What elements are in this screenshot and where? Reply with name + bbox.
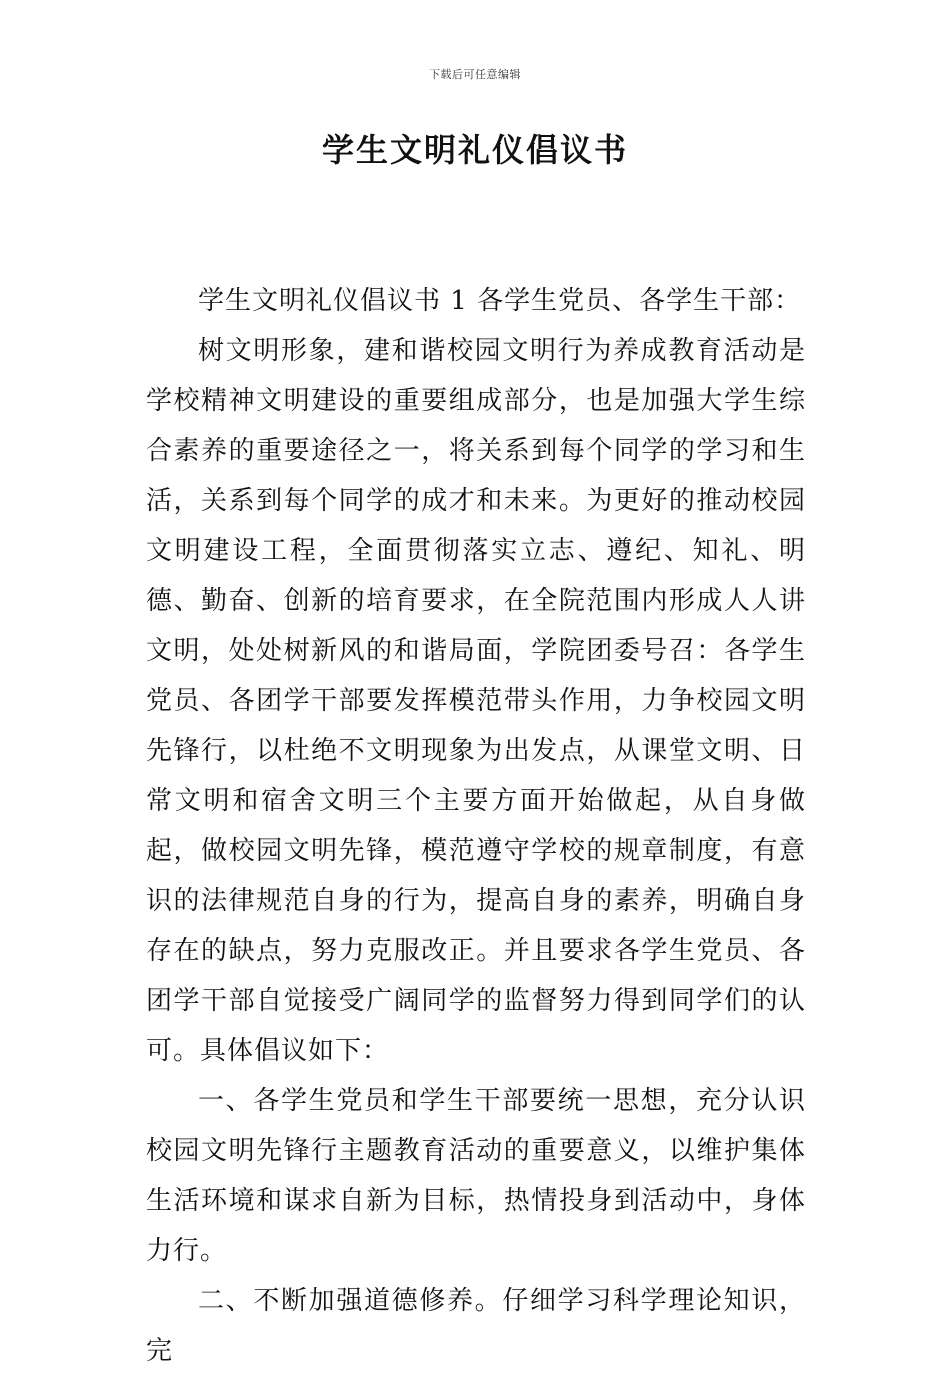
header-note: 下载后可任意编辑 (429, 68, 521, 81)
paragraph-intro: 树文明形象，建和谐校园文明行为养成教育活动是学校精神文明建设的重要组成部分，也是加强大学生综合素养的重要途径之一，将关系到每个同学的学习和生活，关系到每个同学的成才和未来。为更好的推动校园文明建设工程，全面贯彻落实立志、遵纪、知礼、明德、勤奋、创新的培育要求，在全院范围内形成人人讲文明，处处树新风的和谐局面，学院团委号召：各学生党员、各团学干部要发挥模范带头作用，力争校园文明先锋行，以杜绝不文明现象为出发点，从课堂文明、日常文明和宿舍文明三个主要方面开始做起，从自身做起，做校园文明先锋，模范遵守学校的规章制度，有意识的法律规范自身的行为，提高自身的素养，明确自身存在的缺点，努力克服改正。并且要求各学生党员、各团学干部自觉接受广阔同学的监督努力得到同学们的认可。具体倡议如下： (146, 336, 806, 1066)
document-title: 学生文明礼仪倡议书 (321, 131, 628, 169)
paragraph-item-1: 一、各学生党员和学生干部要统一思想，充分认识校园文明先锋行主题教育活动的重要意义，以维护集体生活环境和谋求自新为目标，热情投身到活动中，身体力行。 (146, 1086, 806, 1266)
paragraph-item-2: 二、不断加强道德修养。仔细学习科学理论知识，完 (146, 1286, 806, 1366)
document-body (146, 276, 806, 1376)
paragraph-salutation: 学生文明礼仪倡议书 1 各学生党员、各学生干部： (198, 286, 802, 316)
